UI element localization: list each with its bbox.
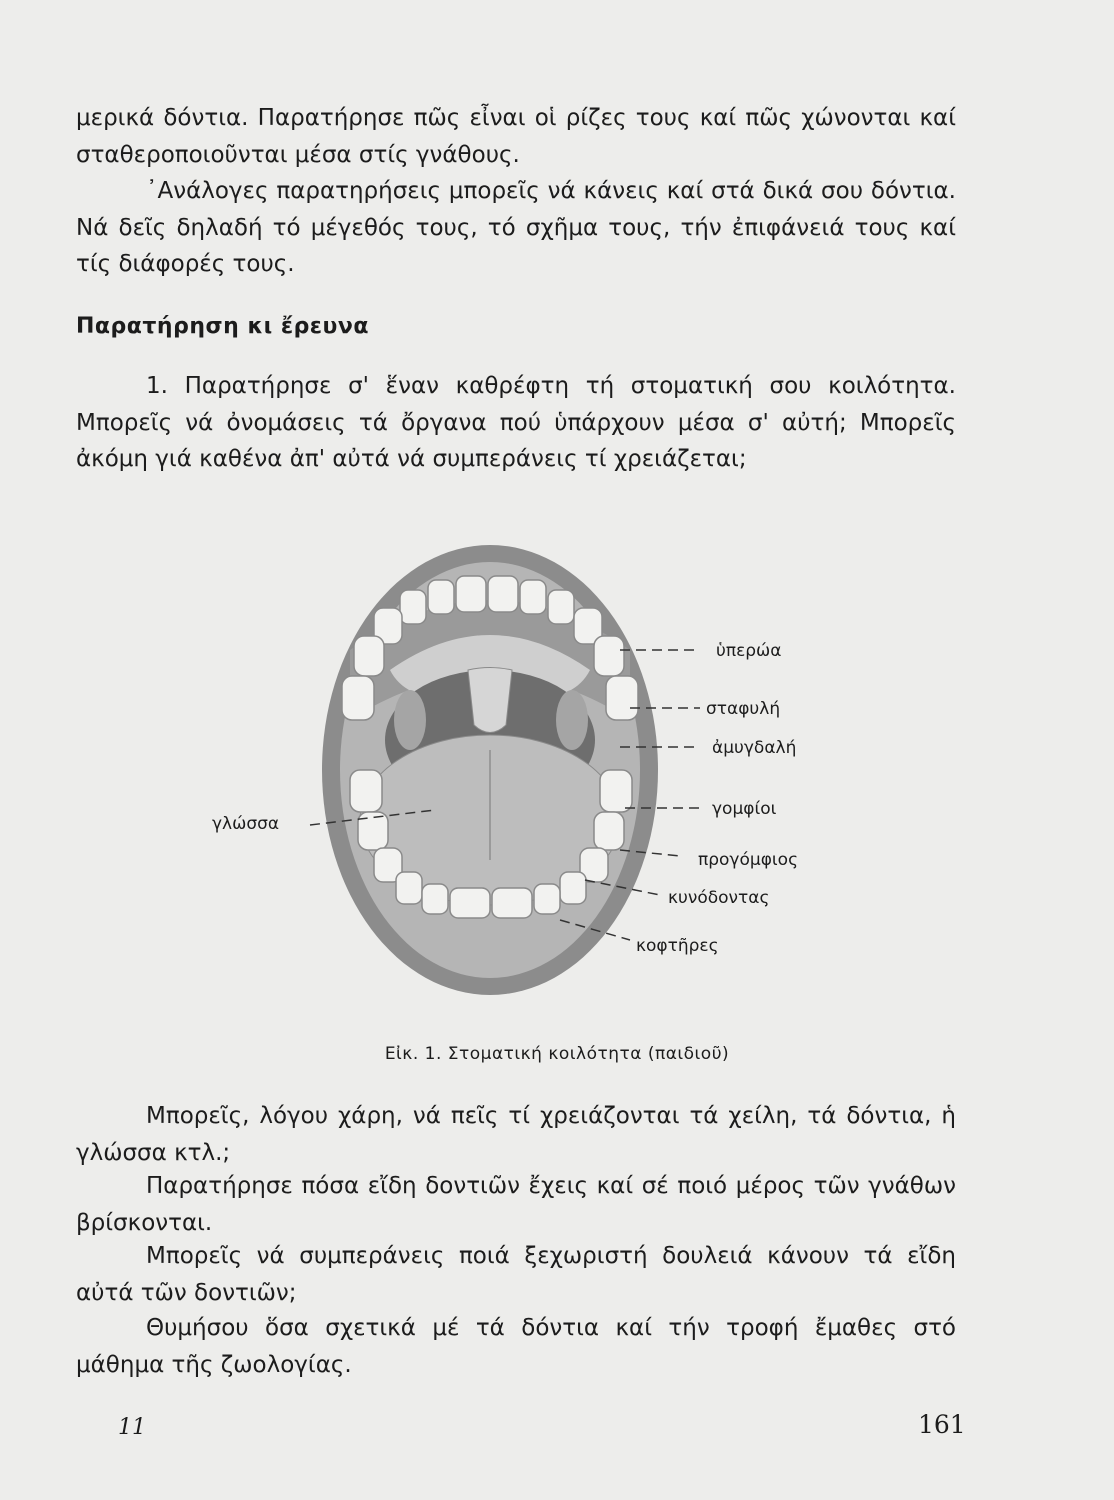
paragraph-question-4: Θυμήσου ὅσα σχετικά μέ τά δόντια καί τήν τροφή ἔμαθες στό μάθημα τῆς ζωολογίας. [76, 1315, 956, 1378]
paragraph-analogous: ᾿Ανάλογες παρατηρήσεις μπορεῖς νά κάνεις καί στά δικά σου δόντια. Νά δεῖς δηλαδή τό μέγεθός τους, τό σχῆμα τους, τήν ἐπιφάνειά τους καί τίς διάφορές τους. [76, 178, 956, 277]
tonsil-left [394, 690, 426, 750]
mouth-illustration [190, 520, 810, 1000]
paragraph-exercise-1: 1. Παρατήρησε σ' ἕναν καθρέφτη τή στοματική σου κοιλότητα. Μπορεῖς νά ὀνομάσεις τά ὄργανα πού ὑπάρχουν μέσα σ' αὐτή; Μπορεῖς ἀκόμη γιά καθένα ἀπ' αὐτά νά συμπεράνεις τί χρειάζεται; [76, 373, 956, 472]
paragraph-question-3: Μπορεῖς νά συμπεράνεις ποιά ξεχωριστή δουλειά κάνουν τά εἴδη αὐτά τῶν δοντιῶν; [76, 1243, 956, 1306]
label-incisors: κοφτῆρες [636, 936, 719, 956]
label-premolar: προγόμφιος [698, 850, 799, 870]
figure-caption: Εἰκ. 1. Στοματική κοιλότητα (παιδιοῦ) [384, 1044, 730, 1064]
label-canine: κυνόδοντας [668, 888, 770, 908]
label-tonsil: ἀμυγδαλή [712, 738, 797, 758]
uvula [468, 668, 512, 733]
signature-mark: 11 [118, 1415, 146, 1440]
label-molars: γομφίοι [712, 799, 777, 819]
paragraph-intro: μερικά δόντια. Παρατήρησε πῶς εἶναι οἱ ρίζες τους καί πῶς χώνονται καί σταθεροποιοῦνται μέσα στίς γνάθους. [76, 105, 956, 168]
paragraph-question-1: Μπορεῖς, λόγου χάρη, νά πεῖς τί χρειάζονται τά χείλη, τά δόντια, ἡ γλώσσα κτλ.; [76, 1103, 956, 1166]
page-number: 161 [918, 1410, 966, 1439]
label-tongue: γλώσσα [212, 814, 280, 834]
tonsil-right [556, 690, 588, 750]
paragraph-question-2: Παρατήρησε πόσα εἴδη δοντιῶν ἔχεις καί σέ ποιό μέρος τῶν γνάθων βρίσκονται. [76, 1173, 956, 1236]
label-palate: ὑπερώα [716, 641, 782, 661]
section-heading: Παρατήρηση κι ἔρευνα [76, 314, 370, 339]
label-uvula: σταφυλή [706, 699, 781, 719]
